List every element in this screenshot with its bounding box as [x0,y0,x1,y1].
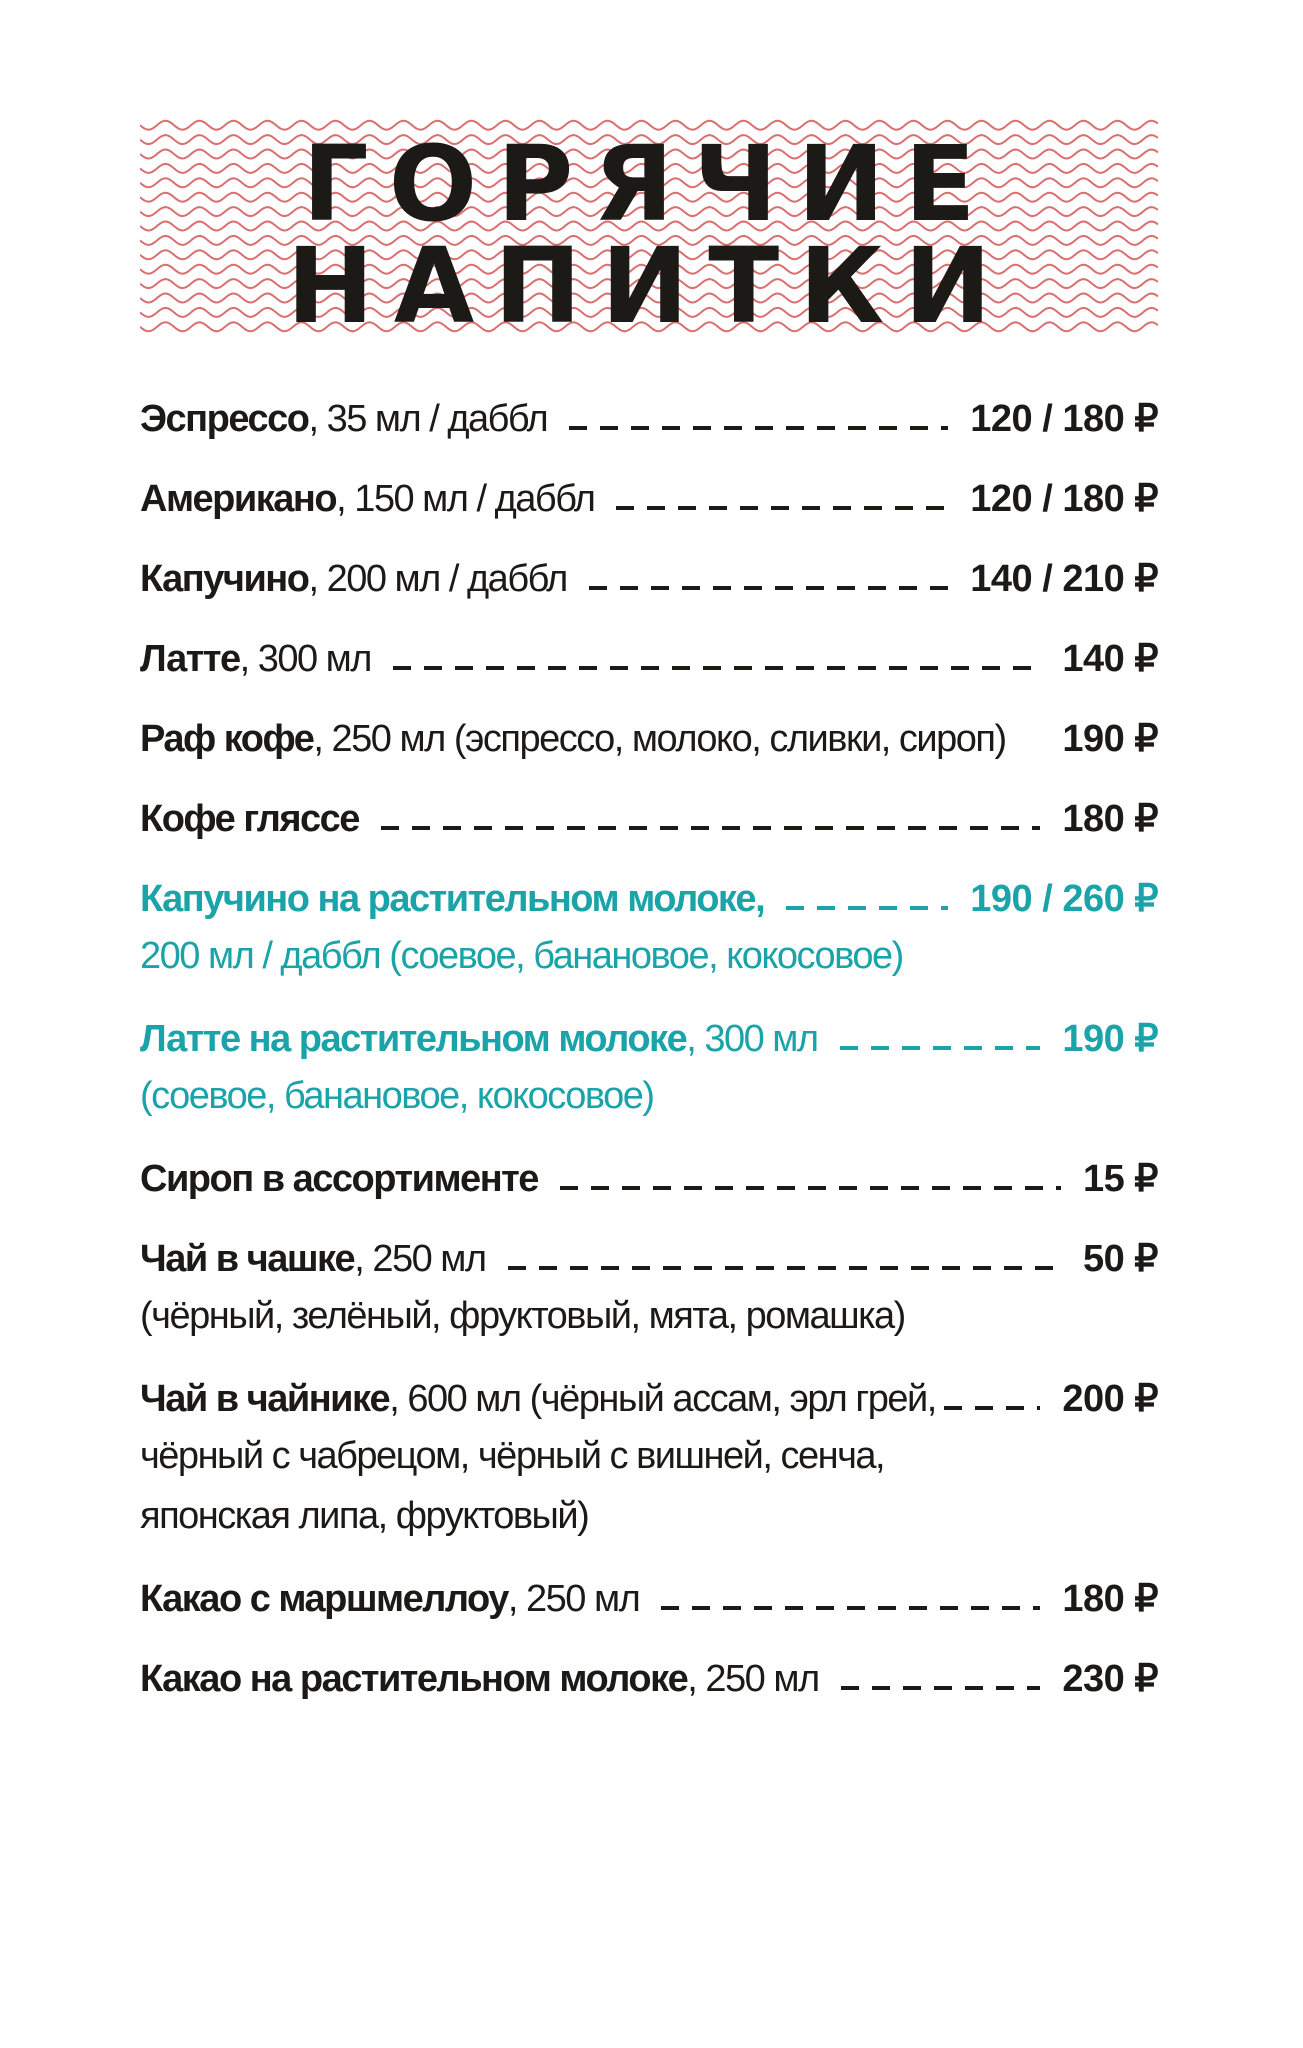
item-name: Чай в чашке [140,1238,355,1280]
dotted-leader [381,826,1040,830]
menu-item-plant-latte [140,1012,1158,1126]
item-price: 120 / 180 ₽ [970,398,1158,440]
item-desc: , 250 мл [507,1578,640,1620]
item-name: Капучино на растительном молоке, [140,878,765,920]
item-name: Раф кофе [140,718,314,760]
item-desc: , 150 мл / даббл [336,478,595,520]
item-name: Какао с маршмеллоу [140,1578,508,1620]
menu-item-glace [140,792,1158,846]
item-desc: , 250 мл (эспрессо, молоко, сливки, сироп) [313,718,1006,760]
item-price: 180 ₽ [1062,798,1158,840]
dotted-leader [616,506,948,510]
item-desc: , 35 мл / даббл [308,398,548,440]
menu-item-latte [140,632,1158,686]
item-desc: , 200 мл / даббл [308,558,567,600]
title-block [140,118,1158,347]
dotted-leader [840,1046,1041,1050]
dotted-leader [393,666,1040,670]
item-desc: , 250 мл [354,1238,486,1280]
item-extra-line: (чёрный, зелёный, фруктовый, мята, ромашка) [140,1295,905,1337]
item-extra-line: японская липа, фруктовый) [140,1495,589,1537]
dotted-leader [661,1606,1040,1610]
item-name: Американо [140,478,337,520]
item-price: 190 ₽ [1062,1018,1158,1060]
item-extra-line: (соевое, банановое, кокосовое) [140,1075,654,1117]
item-name: Кофе гляссе [140,798,359,840]
item-extra-line: 200 мл / даббл (соевое, банановое, кокосовое) [140,935,903,977]
item-price: 140 / 210 ₽ [970,558,1158,600]
item-name: Какао на растительном молоке [140,1658,688,1700]
item-desc: , 600 мл (чёрный ассам, эрл грей, [389,1378,936,1420]
item-price: 200 ₽ [1062,1378,1158,1420]
item-name: Эспрессо [140,398,309,440]
title-line-1: ГОРЯЧИЕ [302,123,996,245]
item-price: 190 ₽ [1062,718,1158,760]
item-name: Латте на растительном молоке [140,1018,687,1060]
dotted-leader [1016,746,1041,750]
dotted-leader [841,1686,1041,1690]
item-desc: , 300 мл [686,1018,818,1060]
item-desc: , 300 мл [239,638,371,680]
menu-item-cocoa-marshmallow [140,1572,1158,1626]
item-price: 140 ₽ [1062,638,1158,680]
dotted-leader [508,1266,1061,1270]
item-price: 230 ₽ [1062,1658,1158,1700]
dotted-leader [786,906,948,910]
menu-item-plant-cappuccino [140,872,1158,986]
item-name: Латте [140,638,240,680]
menu-list [140,392,1158,1732]
menu-item-espresso [140,392,1158,446]
item-name: Чай в чайнике [140,1378,390,1420]
dotted-leader [589,586,948,590]
menu-item-americano [140,472,1158,526]
dotted-leader [569,426,948,430]
item-price: 15 ₽ [1082,1158,1158,1200]
item-name: Капучино [140,558,309,600]
menu-item-raf [140,712,1158,766]
item-price: 180 ₽ [1062,1578,1158,1620]
menu-item-cappuccino [140,552,1158,606]
item-price: 50 ₽ [1082,1238,1158,1280]
dotted-leader [560,1186,1061,1190]
menu-item-cocoa-plant [140,1652,1158,1706]
item-price: 120 / 180 ₽ [970,478,1158,520]
item-extra-line: чёрный с чабрецом, чёрный с вишней, сенча, [140,1435,885,1477]
dotted-leader [944,1406,1041,1410]
menu-item-syrup [140,1152,1158,1206]
item-name: Сироп в ассортименте [140,1158,538,1200]
item-desc: , 250 мл [687,1658,819,1700]
item-price: 190 / 260 ₽ [970,878,1158,920]
menu-item-tea-cup [140,1232,1158,1346]
title-line-2: НАПИТКИ [286,225,1012,347]
menu-item-tea-pot [140,1372,1158,1546]
